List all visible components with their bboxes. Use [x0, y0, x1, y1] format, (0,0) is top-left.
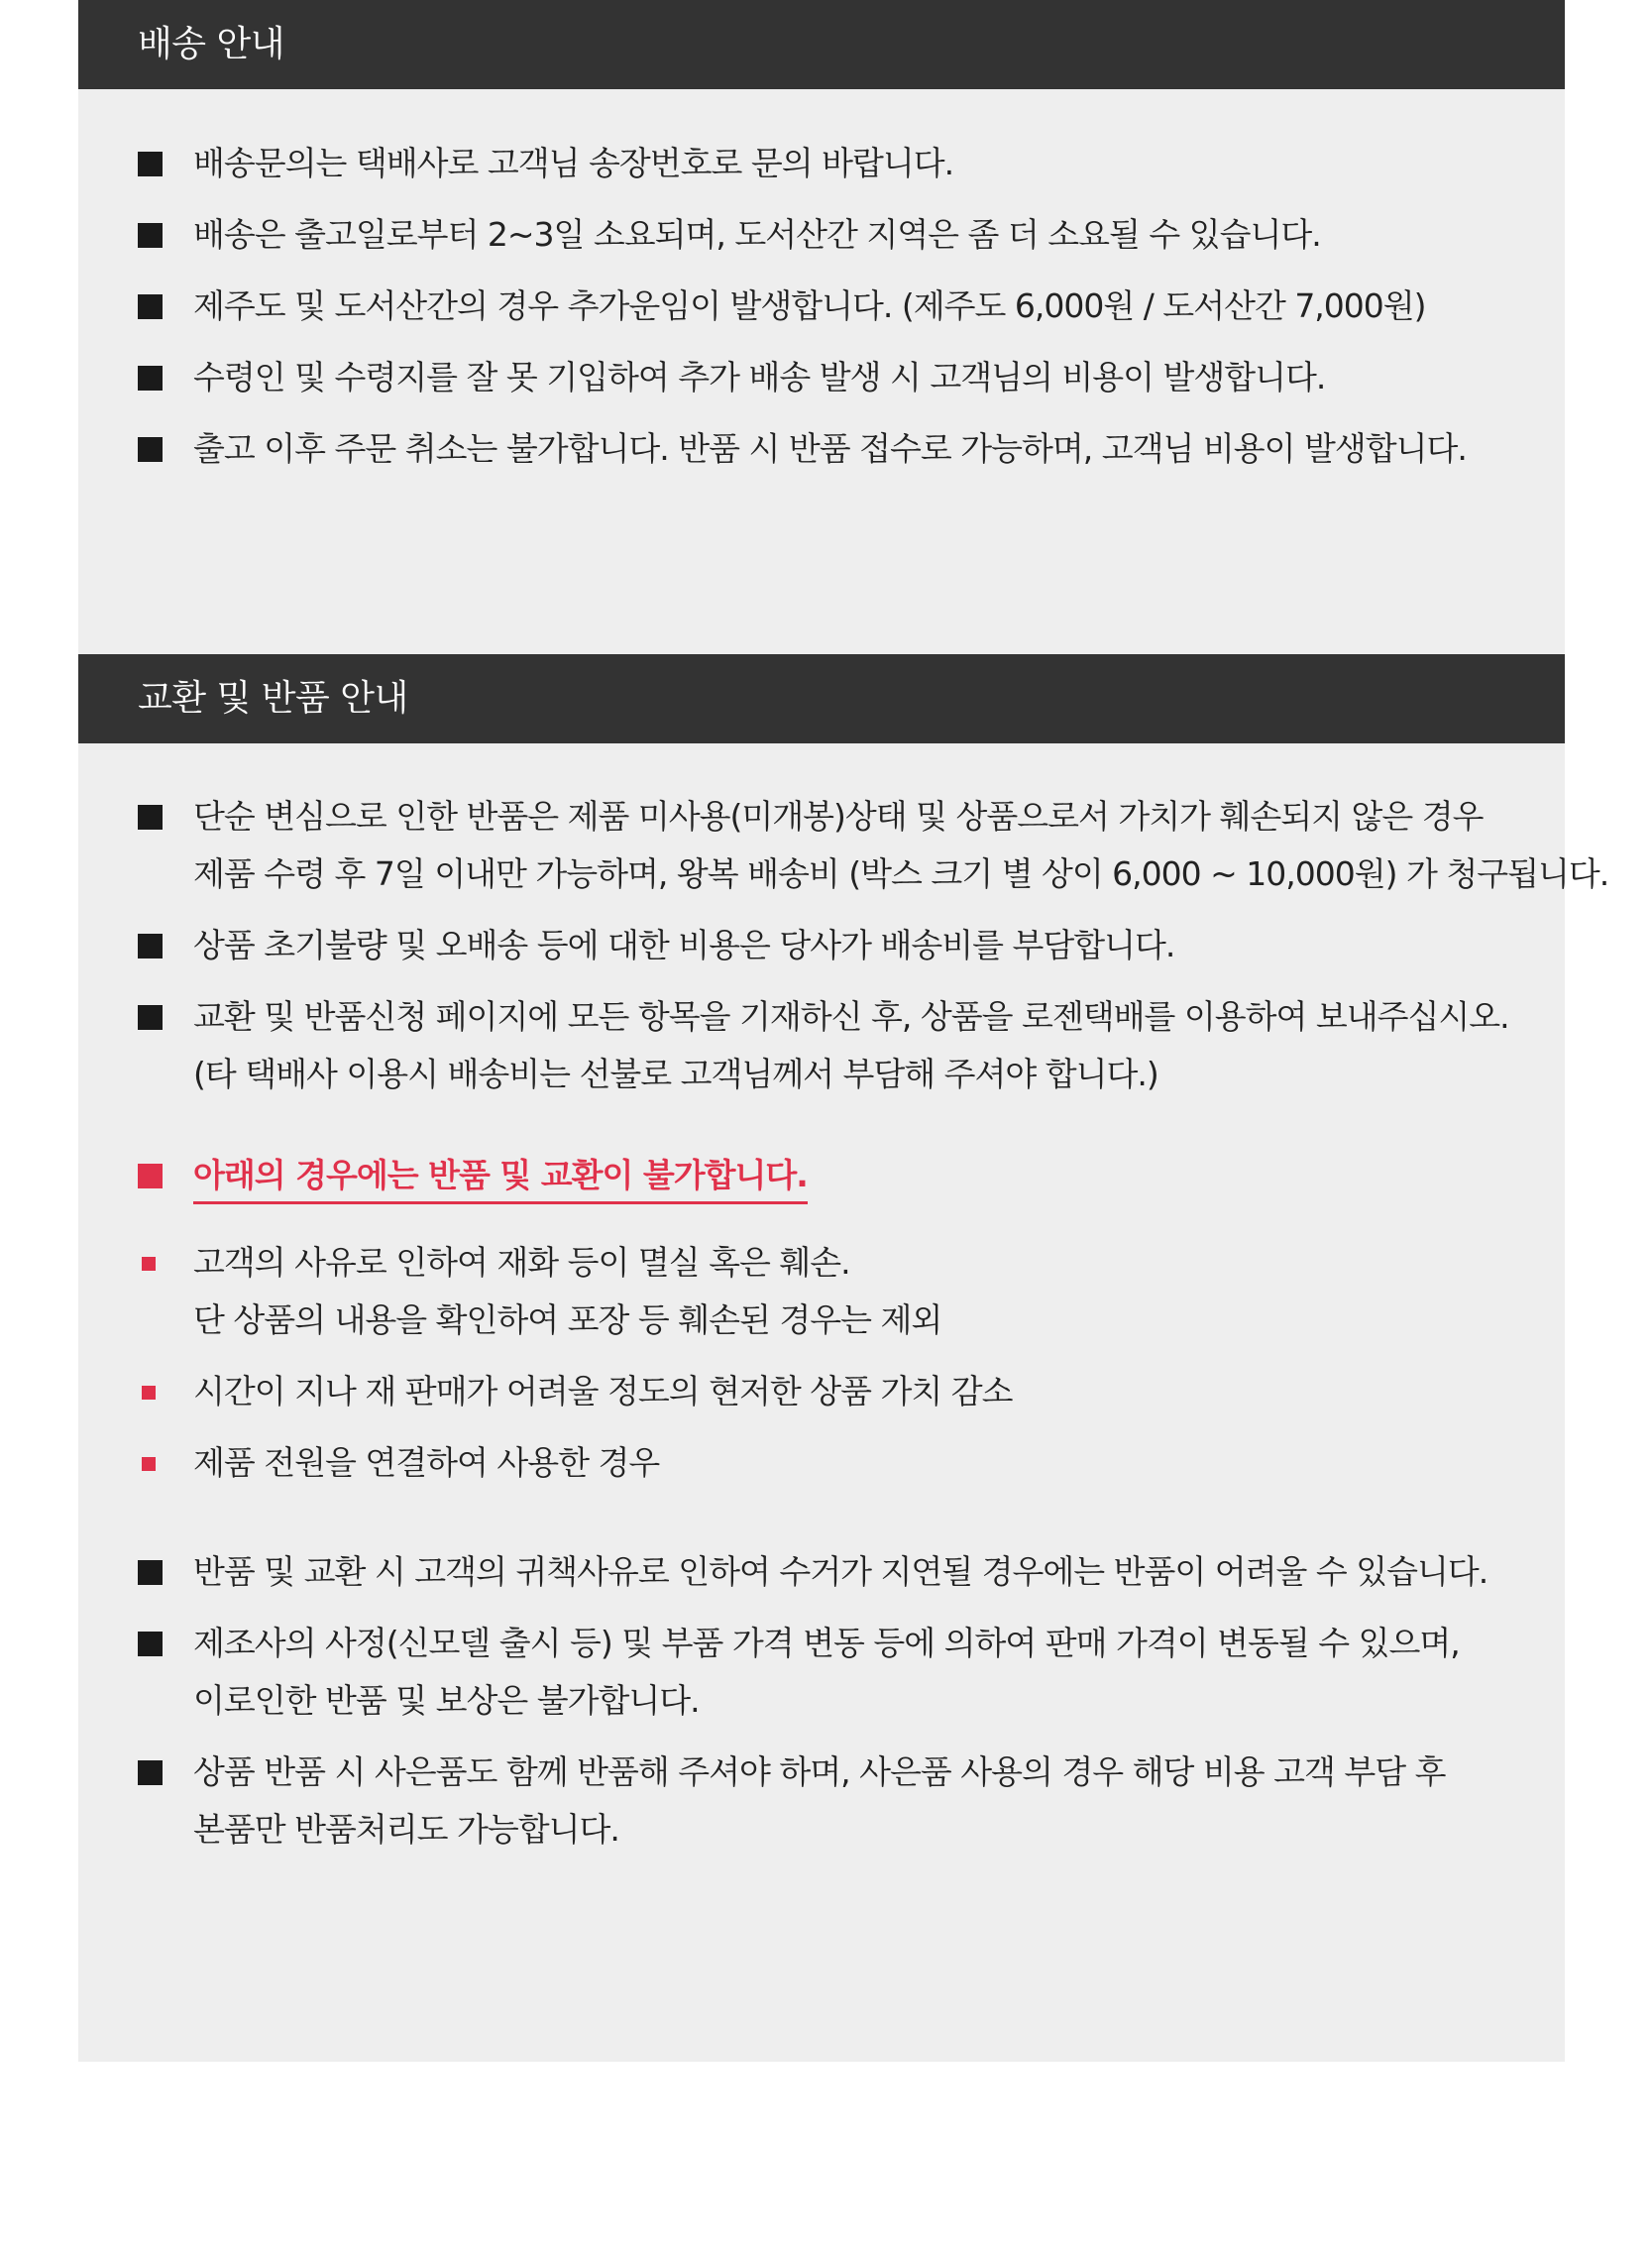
- square-bullet-icon: [138, 223, 163, 248]
- list-item-text: 출고 이후 주문 취소는 불가합니다. 반품 시 반품 접수로 가능하며, 고객님 비용이 발생합니다.: [193, 429, 1467, 468]
- list-item-text: 배송문의는 택배사로 고객님 송장번호로 문의 바랍니다.: [193, 144, 954, 182]
- list-item-text: 교환 및 반품신청 페이지에 모든 항목을 기재하신 후, 상품을 로젠택배를 이용하여 보내주십시오.: [193, 997, 1509, 1036]
- list-item: [78, 988, 1565, 1103]
- list-item: [78, 206, 1565, 264]
- list-item: [78, 349, 1565, 406]
- list-item-text: 고객의 사유로 인하여 재화 등이 멸실 혹은 훼손.: [193, 1243, 850, 1282]
- list-item-text: 배송은 출고일로부터 2~3일 소요되며, 도서산간 지역은 좀 더 소요될 수 있습니다.: [193, 215, 1321, 254]
- square-bullet-icon: [138, 437, 163, 462]
- list-item-text: 제조사의 사정(신모델 출시 등) 및 부품 가격 변동 등에 의하여 판매 가격이 변동될 수 있으며,: [193, 1624, 1460, 1662]
- square-bullet-icon: [138, 294, 163, 319]
- list-item: [78, 1543, 1565, 1601]
- list-item-text: 제품 전원을 연결하여 사용한 경우: [193, 1443, 660, 1482]
- list-item: [78, 788, 1609, 903]
- list-item: [78, 278, 1565, 335]
- return-notes-list: [78, 1543, 1565, 1859]
- red-square-bullet-icon: [138, 1164, 163, 1188]
- small-red-bullet-icon: [142, 1257, 156, 1271]
- return-exchange-header: 교환 및 반품 안내: [78, 654, 1565, 743]
- shipping-info-section: [78, 0, 1565, 654]
- list-item: [78, 1744, 1565, 1859]
- list-item-text: 시간이 지나 재 판매가 어려울 정도의 현저한 상품 가치 감소: [193, 1372, 1013, 1410]
- list-item-text: 단 상품의 내용을 확인하여 포장 등 훼손된 경우는 제외: [193, 1300, 942, 1339]
- list-item-text: 본품만 반품처리도 가능합니다.: [193, 1810, 619, 1849]
- shipping-info-list: [78, 89, 1565, 478]
- list-item: [78, 1434, 1565, 1492]
- square-bullet-icon: [138, 1760, 163, 1785]
- list-item: [78, 1234, 1565, 1349]
- square-bullet-icon: [138, 934, 163, 958]
- list-item-text: 제주도 및 도서산간의 경우 추가운임이 발생합니다. (제주도 6,000원 / 도서산간 7,000원): [193, 286, 1426, 325]
- return-exception-list: [78, 1234, 1565, 1492]
- list-item-text: 상품 반품 시 사은품도 함께 반품해 주셔야 하며, 사은품 사용의 경우 해당 비용 고객 부담 후: [193, 1752, 1446, 1791]
- list-item-text: 수령인 및 수령지를 잘 못 기입하여 추가 배송 발생 시 고객님의 비용이 발생합니다.: [193, 358, 1326, 396]
- shipping-info-header: 배송 안내: [78, 0, 1565, 89]
- list-item: [78, 1615, 1565, 1730]
- square-bullet-icon: [138, 366, 163, 391]
- list-item: [78, 917, 1565, 974]
- return-policy-list: [78, 743, 1609, 1103]
- return-warning-text: 아래의 경우에는 반품 및 교환이 불가합니다.: [193, 1152, 808, 1204]
- list-item: [78, 135, 1565, 192]
- return-warning: [78, 1147, 1565, 1204]
- list-item-text: 반품 및 교환 시 고객의 귀책사유로 인하여 수거가 지연될 경우에는 반품이 어려울 수 있습니다.: [193, 1552, 1488, 1591]
- square-bullet-icon: [138, 152, 163, 176]
- return-exchange-section: [78, 654, 1609, 2062]
- list-item-text: 이로인한 반품 및 보상은 불가합니다.: [193, 1681, 700, 1720]
- list-item-text: (타 택배사 이용시 배송비는 선불로 고객님께서 부담해 주셔야 합니다.): [193, 1055, 1158, 1093]
- list-item: [78, 420, 1565, 478]
- square-bullet-icon: [138, 1560, 163, 1585]
- small-red-bullet-icon: [142, 1457, 156, 1471]
- square-bullet-icon: [138, 1632, 163, 1656]
- square-bullet-icon: [138, 1005, 163, 1030]
- list-item: [78, 1363, 1565, 1420]
- small-red-bullet-icon: [142, 1386, 156, 1400]
- square-bullet-icon: [138, 805, 163, 830]
- list-item-text: 제품 수령 후 7일 이내만 가능하며, 왕복 배송비 (박스 크기 별 상이 6,000 ~ 10,000원) 가 청구됩니다.: [193, 854, 1609, 893]
- list-item-text: 단순 변심으로 인한 반품은 제품 미사용(미개봉)상태 및 상품으로서 가치가 훼손되지 않은 경우: [193, 797, 1484, 836]
- list-item-text: 상품 초기불량 및 오배송 등에 대한 비용은 당사가 배송비를 부담합니다.: [193, 926, 1175, 964]
